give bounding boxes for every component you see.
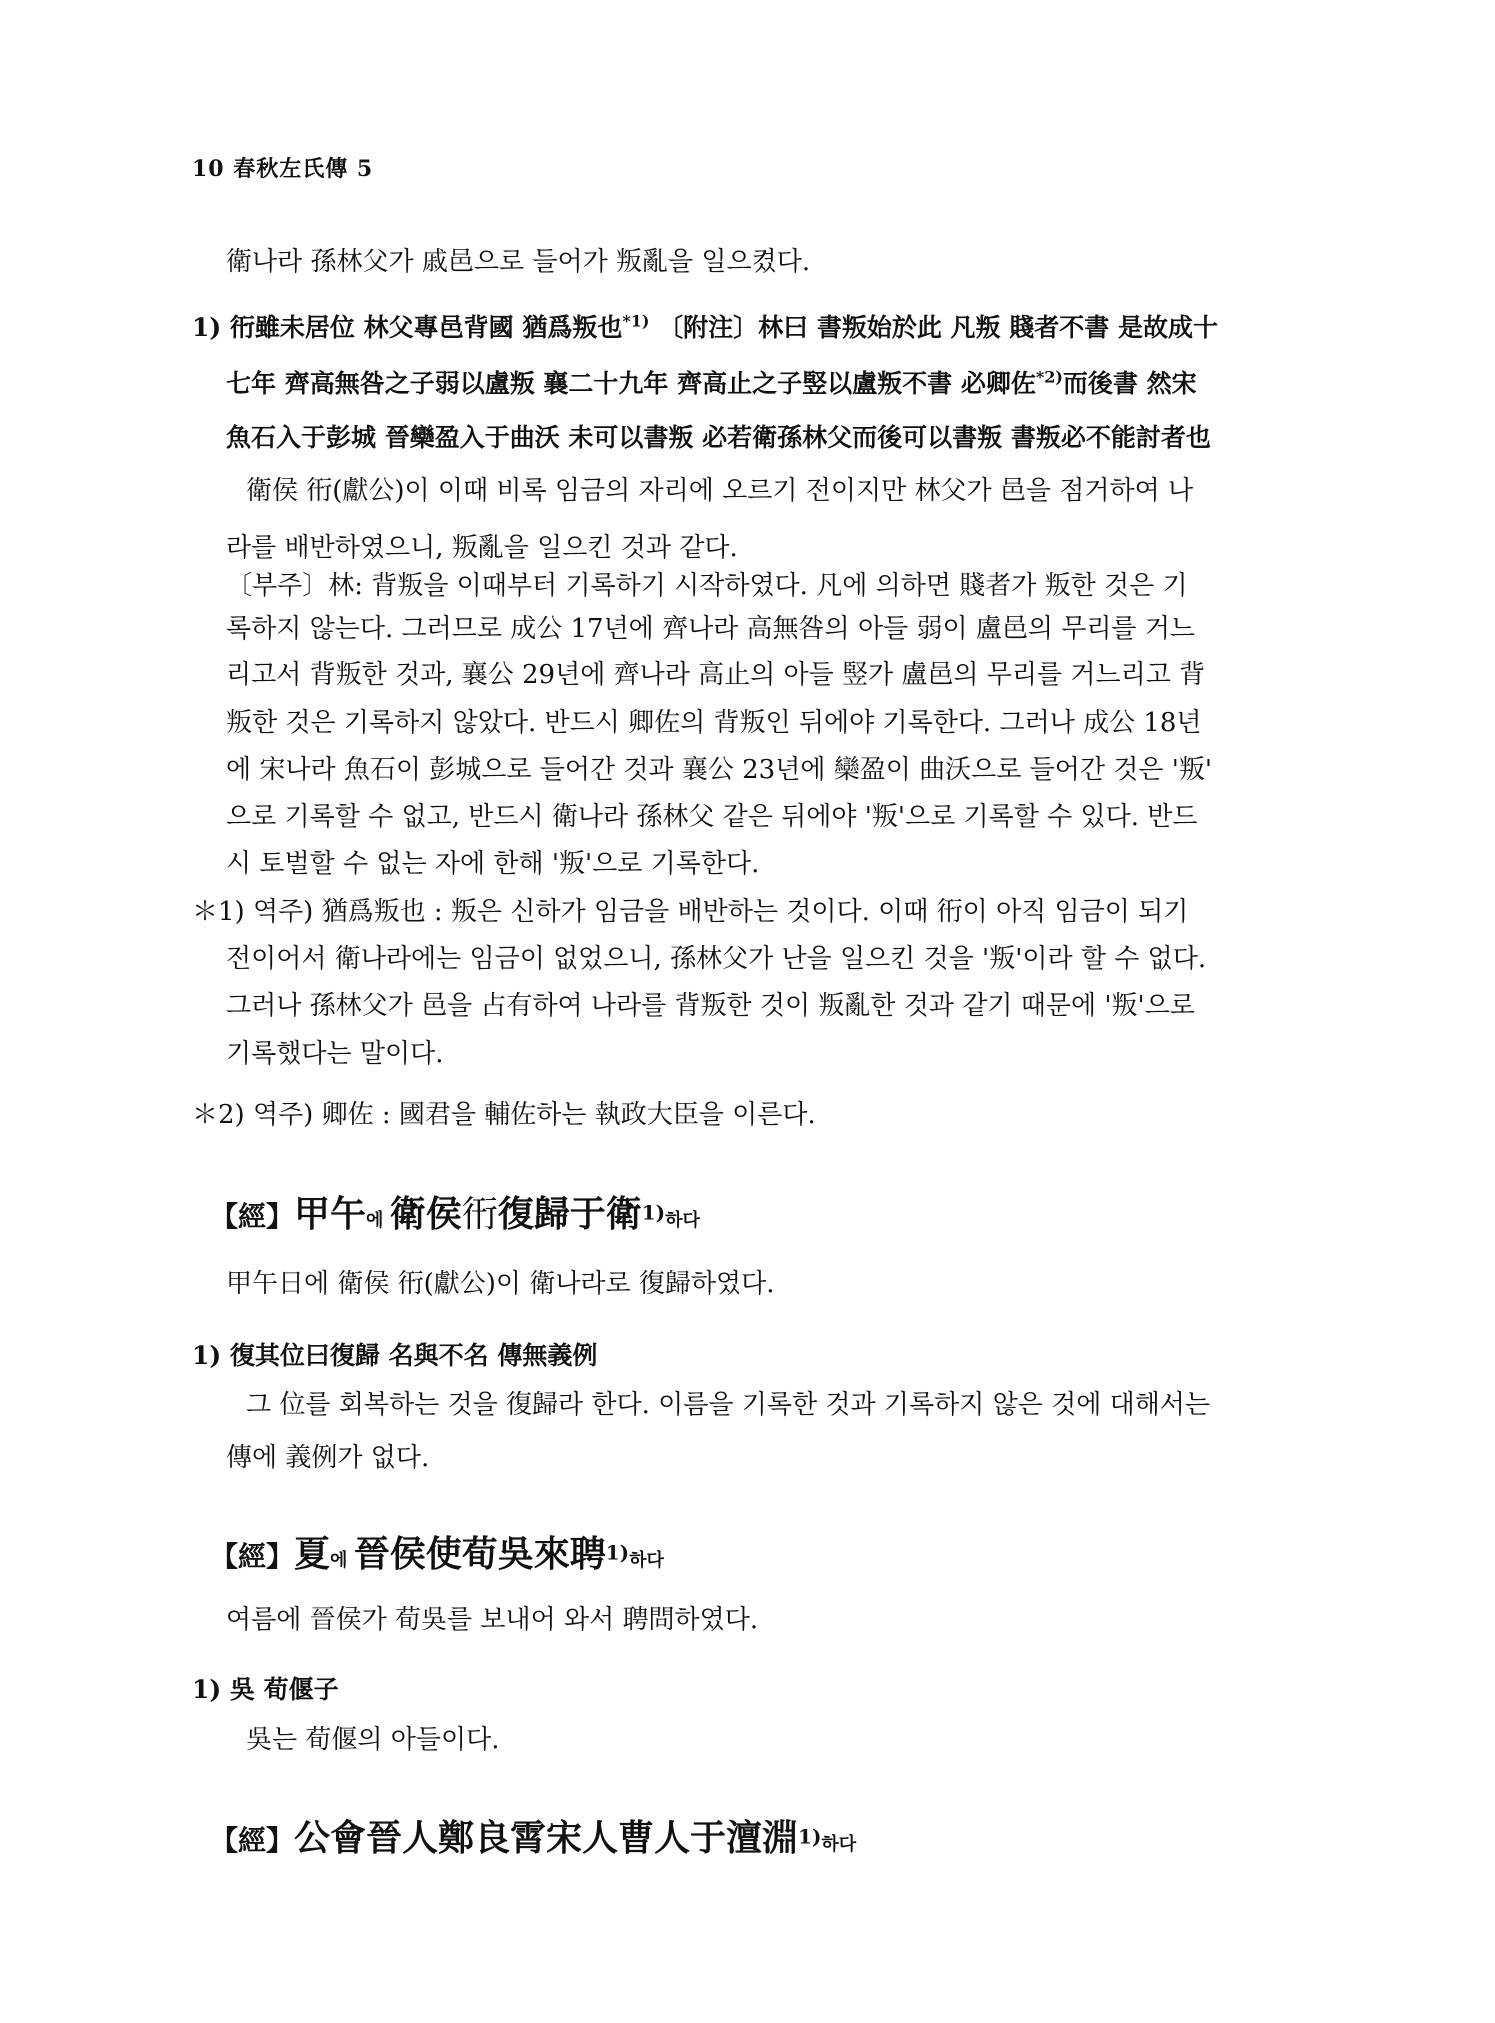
classic-text-heading: 【經】公會晉人鄭良霄宋人曹人于澶淵1)하다 bbox=[210, 1817, 857, 1859]
note-line: 魚石入于彭城 晉欒盈入于曲沃 未可以書叛 必若衛孫林父而後可以書叛 書叛必不能討者也 bbox=[226, 423, 1211, 452]
note-translation-line: 그 位를 회복하는 것을 復歸라 한다. 이름을 기록한 것과 기록하지 않은 것에 대해서는 bbox=[246, 1390, 1211, 1420]
translation-line: 衛나라 孫林父가 戚邑으로 들어가 叛亂을 일으켰다. bbox=[226, 247, 811, 277]
note-line: 七年 齊高無咎之子弱以盧叛 襄二十九年 齊高止之子竪以盧叛不書 必卿佐$^{*2)}$而後書 然宋 bbox=[226, 367, 1197, 398]
annotation-line: 으로 기록할 수 없고, 반드시 衛나라 孫林父 같은 뒤에야 '叛'으로 기록할 수 있다. 반드 bbox=[226, 802, 1198, 832]
note-line: 1) 吳 荀偃子 bbox=[192, 1675, 339, 1704]
note-translation-line: 吳는 荀偃의 아들이다. bbox=[246, 1725, 500, 1755]
translation-line: 여름에 晉侯가 荀吳를 보내어 와서 聘問하였다. bbox=[226, 1605, 759, 1635]
note-line: 1) 復其位曰復歸 名與不名 傳無義例 bbox=[192, 1341, 598, 1370]
annotation-line: 〔부주〕林: 背叛을 이때부터 기록하기 시작하였다. 凡에 의하면 賤者가 叛한 것은 기 bbox=[226, 571, 1188, 601]
classic-text-heading: 【經】夏에 晉侯使荀吳來聘1)하다 bbox=[210, 1533, 664, 1575]
page-header: 10 春秋左氏傳 5 bbox=[192, 156, 374, 182]
translator-note-line: ＊1) 역주) 猶爲叛也 : 叛은 신하가 임금을 배반하는 것이다. 이때 衎이 아직 임금이 되기 bbox=[192, 897, 1189, 927]
note-translation-line: 衛侯 衎(獻公)이 이때 비록 임금의 자리에 오르기 전이지만 林父가 邑을 점거하여 나 bbox=[246, 476, 1194, 506]
annotation-line: 시 토벌할 수 없는 자에 한해 '叛'으로 기록한다. bbox=[226, 849, 760, 879]
translator-note-line: ＊2) 역주) 卿佐 : 國君을 輔佐하는 執政大臣을 이른다. bbox=[192, 1100, 816, 1130]
translator-note-line: 그러나 孫林父가 邑을 占有하여 나라를 背叛한 것이 叛亂한 것과 같기 때문에 '叛'으로 bbox=[226, 991, 1195, 1021]
translator-note-line: 기록했다는 말이다. bbox=[226, 1039, 444, 1069]
classic-text-heading: 【經】甲午에 衛侯衎復歸于衛1)하다 bbox=[210, 1193, 700, 1235]
translation-line: 甲午日에 衛侯 衎(獻公)이 衛나라로 復歸하였다. bbox=[226, 1269, 775, 1299]
note-translation-line: 傳에 義例가 없다. bbox=[226, 1443, 430, 1473]
note-translation-line: 라를 배반하였으니, 叛亂을 일으킨 것과 같다. bbox=[226, 533, 738, 563]
annotation-line: 리고서 背叛한 것과, 襄公 29년에 齊나라 高止의 아들 竪가 盧邑의 무리를 거느리고 背 bbox=[226, 660, 1206, 690]
translator-note-line: 전이어서 衛나라에는 임금이 없었으니, 孫林父가 난을 일으킨 것을 '叛'이라 할 수 없다. bbox=[226, 944, 1207, 974]
annotation-line: 록하지 않는다. 그러므로 成公 17년에 齊나라 高無咎의 아들 弱이 盧邑의 무리를 거느 bbox=[226, 614, 1196, 644]
annotation-line: 叛한 것은 기록하지 않았다. 반드시 卿佐의 背叛인 뒤에야 기록한다. 그러나 成公 18년 bbox=[226, 708, 1202, 738]
annotation-line: 에 宋나라 魚石이 彭城으로 들어간 것과 襄公 23년에 欒盈이 曲沃으로 들어간 것은 '叛' bbox=[226, 755, 1212, 785]
note-line: 1) 衎雖未居位 林父專邑背國 猶爲叛也$^{*1)}$ 〔附注〕林曰 書叛始於此 凡叛 賤者不書 是故成十 bbox=[192, 311, 1218, 342]
